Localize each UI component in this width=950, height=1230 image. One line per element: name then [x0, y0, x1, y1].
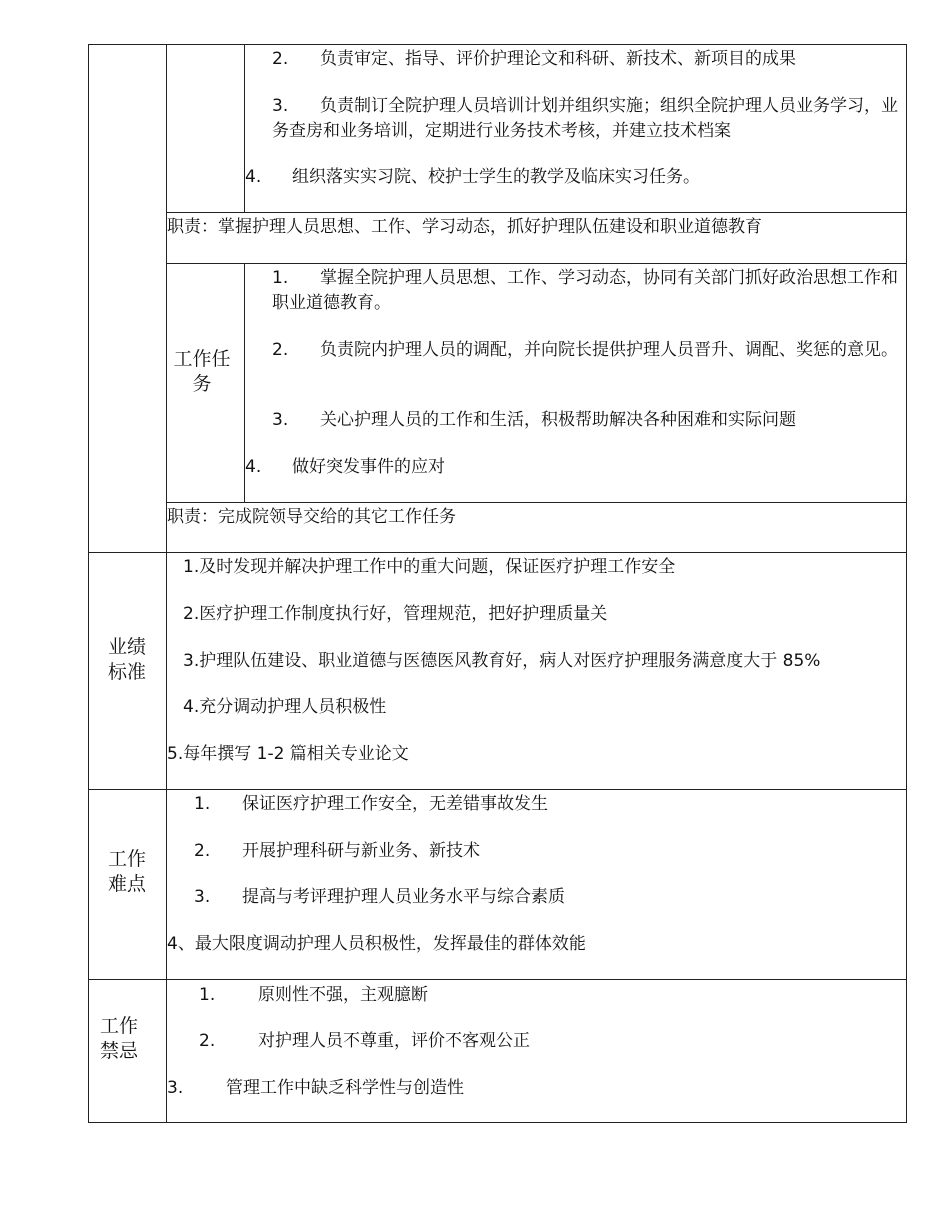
row-divider-difficulty — [88, 789, 907, 790]
list-item-number: 3. — [272, 410, 289, 430]
list-item-number: 1. — [194, 794, 211, 814]
list-item-number: 1. — [272, 268, 289, 288]
difficulty-label: 工作难点 — [107, 848, 146, 895]
list-item: 负责制订全院护理人员培训计划并组织实施；组织全院护理人员业务学习，业务查房和业务培训，定期进行业务技术考核，并建立技术档案 — [272, 96, 898, 141]
list-item: 开展护理科研与新业务、新技术 — [242, 841, 480, 861]
row-divider-1 — [166, 212, 907, 213]
row-divider-performance — [88, 552, 907, 553]
list-item: 提高与考评理护理人员业务水平与综合素质 — [242, 887, 565, 907]
duty-statement: 职责：完成院领导交给的其它工作任务 — [167, 507, 456, 527]
list-item-number: 2. — [272, 340, 289, 360]
list-item-number: 3. — [194, 887, 211, 907]
list-item-number: 4. — [245, 457, 262, 477]
row-divider-2 — [166, 263, 907, 264]
row-divider-3 — [166, 502, 907, 503]
col-divider-main — [166, 44, 167, 1123]
list-item-number: 2. — [194, 841, 211, 861]
list-item: 负责院内护理人员的调配，并向院长提供护理人员晋升、调配、奖惩的意见。 — [320, 340, 898, 360]
list-item: 保证医疗护理工作安全，无差错事故发生 — [242, 794, 548, 814]
list-item: 掌握全院护理人员思想、工作、学习动态，协同有关部门抓好政治思想工作和职业道德教育。 — [272, 268, 898, 313]
list-item-number: 3. — [167, 1078, 184, 1098]
row-divider-taboo — [88, 979, 907, 980]
task-label: 工作任务 — [173, 348, 231, 395]
performance-label: 业绩标准 — [107, 636, 146, 683]
list-item: 负责审定、指导、评价护理论文和科研、新技术、新项目的成果 — [320, 49, 796, 69]
list-item-number: 3. — [272, 96, 289, 116]
list-item-number: 1. — [199, 985, 216, 1005]
duty-statement: 职责：掌握护理人员思想、工作、学习动态，抓好护理队伍建设和职业道德教育 — [167, 217, 762, 237]
list-item: 4.充分调动护理人员积极性 — [183, 697, 387, 717]
list-item: 3.护理队伍建设、职业道德与医德医风教育好，病人对医疗护理服务满意度大于 85% — [183, 651, 821, 671]
list-item: 5.每年撰写 1-2 篇相关专业论文 — [167, 744, 409, 764]
list-item-number: 2. — [199, 1031, 216, 1051]
list-item: 4、最大限度调动护理人员积极性，发挥最佳的群体效能 — [167, 934, 586, 954]
list-item: 1.及时发现并解决护理工作中的重大问题，保证医疗护理工作安全 — [183, 557, 676, 577]
list-item-number: 2. — [272, 49, 289, 69]
table-frame — [88, 44, 907, 1123]
list-item: 关心护理人员的工作和生活，积极帮助解决各种困难和实际问题 — [320, 410, 796, 430]
list-item: 做好突发事件的应对 — [292, 457, 445, 477]
list-item: 组织落实实习院、校护士学生的教学及临床实习任务。 — [292, 167, 700, 187]
taboo-label: 工作禁忌 — [99, 1015, 138, 1062]
list-item: 对护理人员不尊重，评价不客观公正 — [258, 1031, 530, 1051]
list-item-number: 4. — [245, 167, 262, 187]
list-item: 原则性不强，主观臆断 — [258, 985, 428, 1005]
list-item: 2.医疗护理工作制度执行好，管理规范，把好护理质量关 — [183, 604, 608, 624]
list-item: 管理工作中缺乏科学性与创造性 — [226, 1078, 464, 1098]
